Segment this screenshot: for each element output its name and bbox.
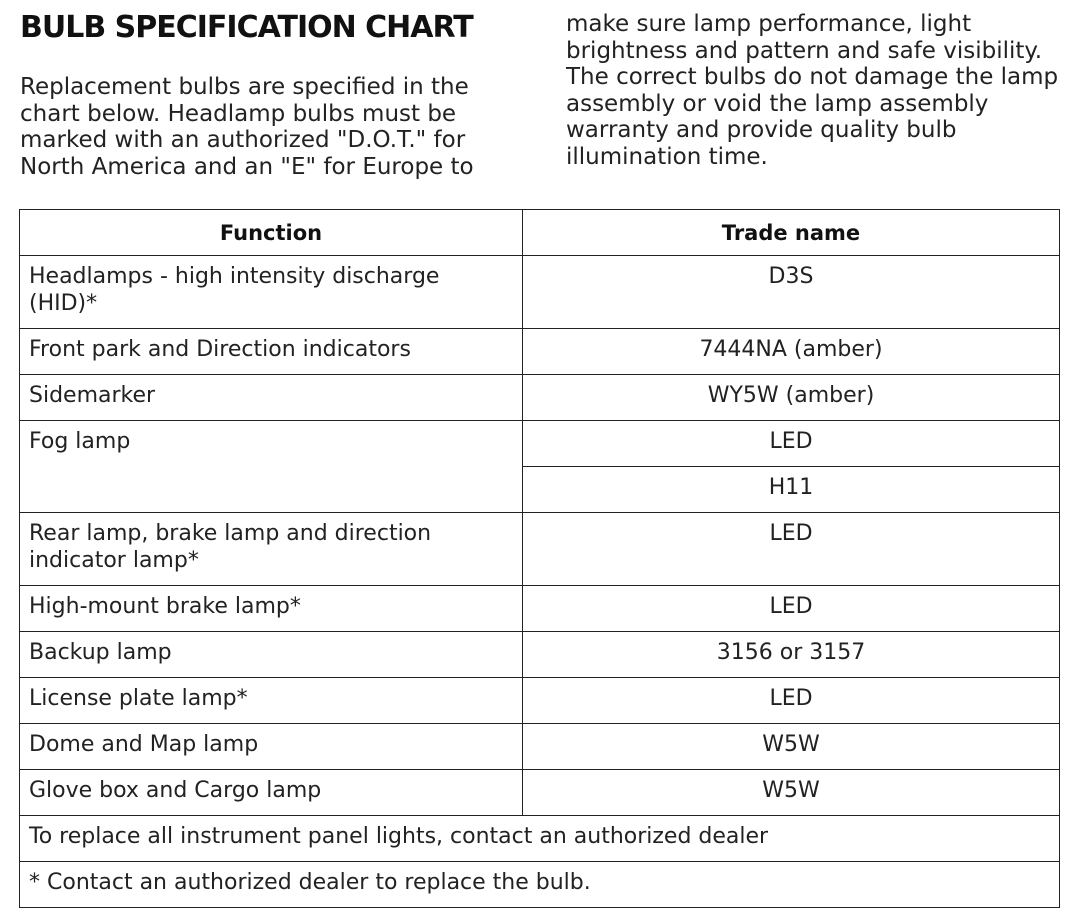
table-row: [20, 256, 1060, 329]
function-cell: Fog lamp: [20, 421, 523, 513]
trade-name-cell: LED: [523, 421, 1060, 467]
table-row: [20, 770, 1060, 816]
function-cell: Backup lamp: [20, 632, 523, 678]
function-cell: [20, 513, 523, 586]
column-header-function: Function: [20, 210, 523, 256]
trade-name-cell: H11: [523, 467, 1060, 513]
table-note-row: [20, 816, 1060, 862]
trade-name-cell: LED: [523, 678, 1060, 724]
intro-paragraph-right: make sure lamp performance, light brightness and pattern and safe visibility. The correct bulbs do not damage the lamp assembly or void the lamp assembly warranty and provide quality bulb illumination time.: [566, 11, 1059, 170]
function-text: Rear lamp, brake lamp and direction indicator lamp*: [29, 521, 432, 573]
table-row: [20, 375, 1060, 421]
table-note-row: [20, 862, 1060, 908]
trade-name-cell: W5W: [523, 770, 1060, 816]
table-row: [20, 724, 1060, 770]
table-row: [20, 421, 1060, 467]
trade-name-cell: W5W: [523, 724, 1060, 770]
dealer-footnote: * Contact an authorized dealer to replace the bulb.: [20, 862, 1060, 908]
table-row: [20, 329, 1060, 375]
table-header-row: [20, 210, 1060, 256]
table-row: [20, 513, 1060, 586]
function-cell: Dome and Map lamp: [20, 724, 523, 770]
page-title: BULB SPECIFICATION CHART: [20, 10, 473, 45]
column-header-trade-name: Trade name: [523, 210, 1060, 256]
table-row: [20, 632, 1060, 678]
bulb-spec-table: [19, 209, 1060, 908]
table-row: [20, 678, 1060, 724]
trade-name-cell: D3S: [523, 256, 1060, 329]
function-cell: Glove box and Cargo lamp: [20, 770, 523, 816]
function-cell: High-mount brake lamp*: [20, 586, 523, 632]
function-cell: [20, 256, 523, 329]
function-text: Headlamps - high intensity discharge (HID)*: [29, 264, 440, 316]
intro-paragraph-left: Replacement bulbs are specified in the chart below. Headlamp bulbs must be marked with an authorized "D.O.T." for North America and an "E" for Europe to: [20, 74, 474, 180]
function-cell: License plate lamp*: [20, 678, 523, 724]
instrument-panel-note: To replace all instrument panel lights, contact an authorized dealer: [20, 816, 1060, 862]
function-cell: Front park and Direction indicators: [20, 329, 523, 375]
function-cell: Sidemarker: [20, 375, 523, 421]
trade-name-cell: WY5W (amber): [523, 375, 1060, 421]
trade-name-cell: 7444NA (amber): [523, 329, 1060, 375]
trade-name-cell: 3156 or 3157: [523, 632, 1060, 678]
trade-name-cell: LED: [523, 586, 1060, 632]
table-row: [20, 586, 1060, 632]
trade-name-cell: LED: [523, 513, 1060, 586]
